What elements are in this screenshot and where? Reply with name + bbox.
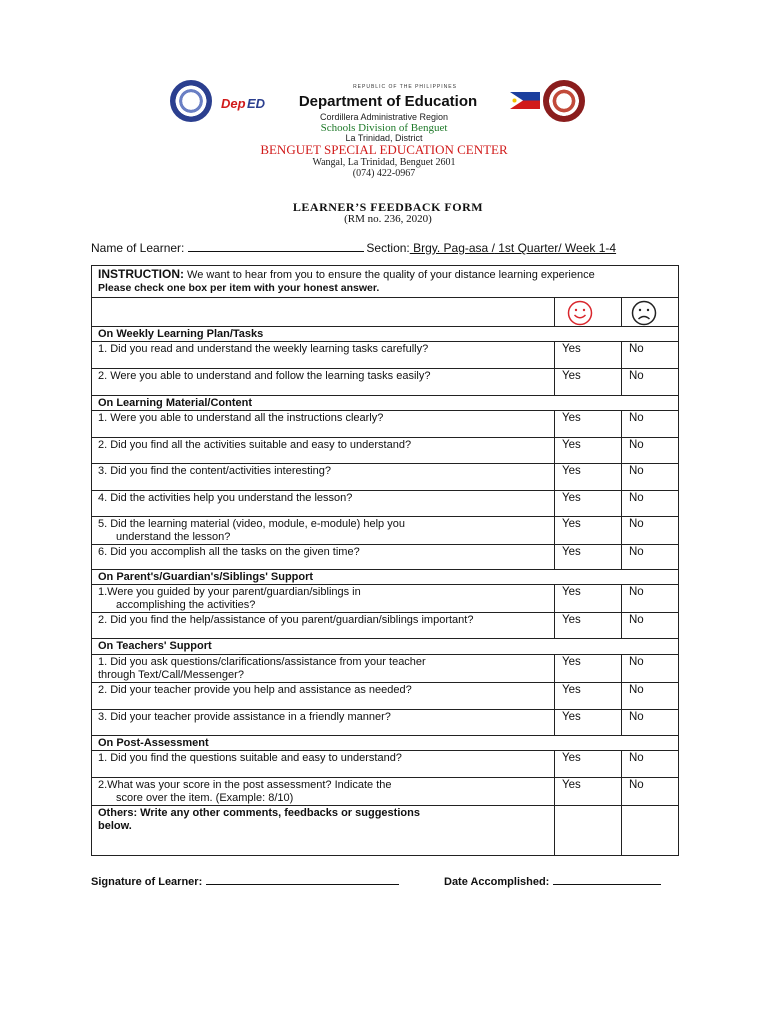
deped-wordmark-logo: [220, 94, 266, 112]
name-label: Name of Learner:: [91, 241, 185, 255]
no-option[interactable]: No: [622, 369, 679, 396]
yes-option[interactable]: Yes: [555, 411, 622, 438]
no-option[interactable]: No: [622, 613, 679, 639]
no-option[interactable]: No: [622, 709, 679, 735]
region-text: Cordillera Administrative Region: [319, 112, 449, 122]
question-cell: [92, 517, 555, 545]
no-option[interactable]: No: [622, 491, 679, 517]
school-address: Wangal, La Trinidad, Benguet 2601: [312, 157, 456, 168]
republic-text: REPUBLIC OF THE PHILIPPINES: [353, 84, 457, 90]
yes-option[interactable]: Yes: [555, 342, 622, 369]
school-phone: (074) 422-0967: [352, 168, 416, 179]
school-name: BENGUET SPECIAL EDUCATION CENTER: [260, 142, 508, 157]
question-line: accomplishing the activities?: [116, 599, 256, 612]
question-cell: 4. Did the activities help you understand the lesson?: [92, 491, 555, 517]
others-cell[interactable]: [92, 805, 555, 855]
others-line: below.: [98, 819, 132, 832]
question-line: 1. Did you ask questions/clarifications/assistance from your teacher: [98, 655, 426, 668]
question-cell: 3. Did your teacher provide assistance in a friendly manner?: [92, 709, 555, 735]
no-option[interactable]: No: [622, 777, 679, 805]
section-title: On Teachers' Support: [92, 639, 679, 654]
svg-text:Dep: Dep: [221, 96, 246, 111]
question-cell: 1. Did you find the questions suitable and easy to understand?: [92, 750, 555, 777]
yes-option[interactable]: Yes: [555, 545, 622, 570]
signature-blank[interactable]: [206, 874, 399, 885]
no-option[interactable]: No: [622, 411, 679, 438]
no-option[interactable]: No: [622, 342, 679, 369]
no-option[interactable]: No: [622, 682, 679, 709]
yes-option[interactable]: Yes: [555, 585, 622, 613]
others-blank-cell[interactable]: [622, 805, 679, 855]
yes-option[interactable]: Yes: [555, 369, 622, 396]
question-cell: 1. Were you able to understand all the instructions clearly?: [92, 411, 555, 438]
department-name: Department of Education: [298, 93, 478, 110]
question-cell: [92, 585, 555, 613]
question-cell: 2. Did you find the help/assistance of you parent/guardian/siblings important?: [92, 613, 555, 639]
yes-option[interactable]: Yes: [555, 709, 622, 735]
section-title: On Parent's/Guardian's/Siblings' Support: [92, 570, 679, 585]
question-cell: [92, 777, 555, 805]
question-cell: 2. Were you able to understand and follow the learning tasks easily?: [92, 369, 555, 396]
question-cell: 2. Did your teacher provide you help and assistance as needed?: [92, 682, 555, 709]
philippine-flag-icon: [510, 92, 540, 109]
instruction-bold-text: Please check one box per item with your honest answer.: [98, 282, 380, 294]
question-cell: 2. Did you find all the activities suitable and easy to understand?: [92, 438, 555, 464]
date-line: [444, 874, 661, 888]
no-option[interactable]: No: [622, 585, 679, 613]
question-cell: [92, 654, 555, 682]
yes-option[interactable]: Yes: [555, 750, 622, 777]
feedback-table: [91, 265, 679, 856]
yes-option[interactable]: Yes: [555, 517, 622, 545]
signature-line: [91, 874, 399, 888]
question-line: understand the lesson?: [116, 531, 231, 544]
yes-option[interactable]: Yes: [555, 777, 622, 805]
instruction-label: INSTRUCTION:: [98, 267, 184, 281]
memo-reference: (RM no. 236, 2020): [344, 213, 432, 225]
section-title: On Learning Material/Content: [92, 396, 679, 411]
form-title: LEARNER’S FEEDBACK FORM: [292, 200, 484, 214]
happy-face-cell: [555, 298, 622, 327]
no-option[interactable]: No: [622, 750, 679, 777]
svg-text:ED: ED: [247, 96, 266, 111]
others-line: Others: Write any other comments, feedbacks or suggestions: [98, 806, 420, 819]
section-label: Section:: [366, 241, 410, 255]
quarter-value: 1st Quarter/ Week 1-4: [494, 241, 617, 255]
yes-option[interactable]: Yes: [555, 438, 622, 464]
question-line: score over the item. (Example: 8/10): [116, 791, 294, 804]
face-label-cell: [92, 298, 555, 327]
question-cell: 3. Did you find the content/activities interesting?: [92, 464, 555, 491]
no-option[interactable]: No: [622, 438, 679, 464]
no-option[interactable]: No: [622, 545, 679, 570]
yes-option[interactable]: Yes: [555, 464, 622, 491]
yes-option[interactable]: Yes: [555, 654, 622, 682]
date-blank[interactable]: [553, 874, 661, 885]
division-text: Schools Division of Benguet: [320, 122, 448, 134]
yes-option[interactable]: Yes: [555, 682, 622, 709]
yes-option[interactable]: Yes: [555, 613, 622, 639]
learner-info-line: [91, 241, 616, 255]
question-line: 2.What was your score in the post assessment? Indicate the: [98, 778, 392, 791]
date-label: Date Accomplished:: [444, 876, 550, 888]
section-value: Brgy. Pag-asa /: [409, 241, 495, 255]
section-title: On Weekly Learning Plan/Tasks: [92, 327, 679, 342]
signature-label: Signature of Learner:: [91, 876, 203, 888]
question-line: 5. Did the learning material (video, module, e-module) help you: [98, 518, 405, 531]
district-text: La Trinidad, District: [345, 133, 423, 143]
question-line: 1.Were you guided by your parent/guardian/siblings in: [98, 586, 361, 599]
question-cell: 6. Did you accomplish all the tasks on the given time?: [92, 545, 555, 570]
others-blank-cell[interactable]: [555, 805, 622, 855]
no-option[interactable]: No: [622, 464, 679, 491]
happy-face-icon: [567, 300, 593, 326]
question-cell: 1. Did you read and understand the weekly learning tasks carefully?: [92, 342, 555, 369]
sad-face-cell: [622, 298, 679, 327]
no-option[interactable]: No: [622, 654, 679, 682]
instruction-text: We want to hear from you to ensure the quality of your distance learning experience: [184, 269, 595, 281]
section-title: On Post-Assessment: [92, 735, 679, 750]
question-line: through Text/Call/Messenger?: [98, 668, 244, 681]
yes-option[interactable]: Yes: [555, 491, 622, 517]
sad-face-icon: [631, 300, 657, 326]
no-option[interactable]: No: [622, 517, 679, 545]
name-blank[interactable]: [188, 241, 364, 252]
instruction-cell: [92, 266, 679, 298]
